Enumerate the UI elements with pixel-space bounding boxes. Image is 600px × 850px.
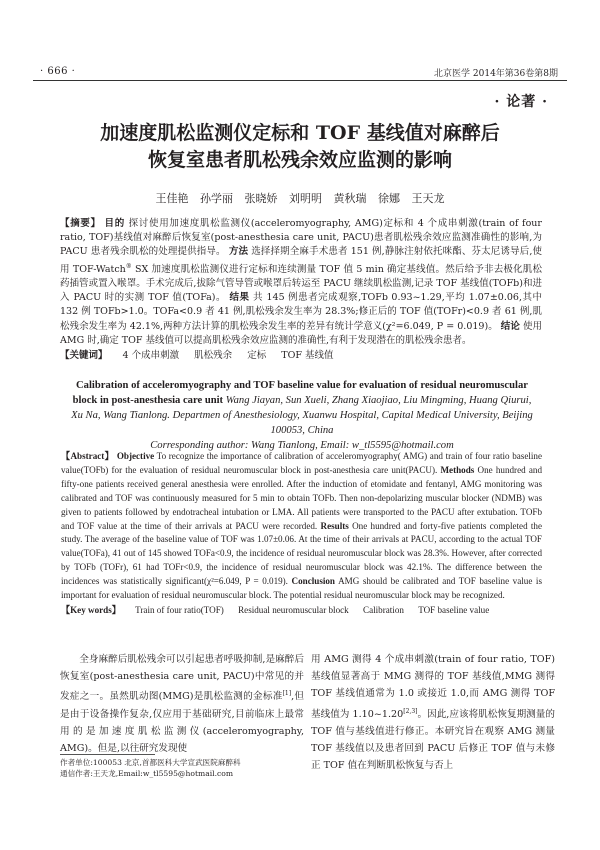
result-text: 共 145 例患者完成观察,TOFb 0.93~1.29,平均 1.07±0.06,其中 132 例 TOFb>1.0。TOFa<0.9 者 41 例,肌松残余发生率为 28.3%;修正后的 TOF 值(TOFr)<0.9 者 61 例,肌松残余发生率为 42.1%,两种方法计算的肌松残余发生率的差异有统计学意义(χ²=6.049, P = 0.019)。 xyxy=(60,292,542,332)
objective-label: 目的 xyxy=(104,218,125,229)
en-result-text: One hundred and forty-five patients completed the study. The average of the baseline value of TOF was 1.07±0.06. At the time of their arrivals at PACU, according to the actual TOF value(TOFa), 41 out of 145 showed TOFa<0.9, the incidence of residual neuromuscular block was 28.3%. However, after corrected by TOFb (TOFr), 61 had TOFr<0.9, the incidence of residual neuromuscular block was 42.1%. The difference between the incidences was statistically significant(χ²=6.049, P = 0.019). xyxy=(61,520,543,587)
footnote-author: 通信作者:王天龙,Email:w_tl5595@hotmail.com xyxy=(60,769,234,778)
en-conclusion-label: Conclusion xyxy=(291,576,335,587)
footnote-rule xyxy=(60,754,155,755)
registered-mark: ® xyxy=(125,262,132,270)
en-method-text: One hundred and fifty-one patients received general anesthesia were enrolled. After the induction of etomidate and fentanyl, AMG monitoring was calibrated and TOF was continuously measured for 5 min to obtain TOFb. Then non-depolarizing muscular blocker (NDMB) was given to patients followed by endotracheal intubation or LMA. All patients were transported to the PACU after extubation. TOFb and TOF value at the time of their arrivals at PACU were recorded. xyxy=(61,464,542,531)
section-label: · 论著 · xyxy=(494,94,548,110)
en-objective-label: Objective xyxy=(116,451,155,461)
chinese-abstract xyxy=(60,217,542,363)
en-keyword: TOF baseline value xyxy=(418,604,490,615)
english-affiliation: Departmen of Anesthesiology, Xuanwu Hospital, Capital Medical University, Beijing 100053, China xyxy=(172,410,533,436)
authors-cn: 王佳艳 孙学丽 张晓娇 刘明明 黄秋瑞 徐娜 王天龙 xyxy=(155,192,445,205)
citation-ref: [2,3] xyxy=(403,707,418,715)
body-text-left-b: ,但是由于设备操作复杂,仅应用于基础研究,目前临床上最常用的是加速度肌松监测仪(acceleromyography, AMG)。但是,以往研究发现使 xyxy=(60,691,304,755)
corresponding-author: Corresponding author: Wang Tianlong, Email: w_tl5595@hotmail.com xyxy=(150,440,454,451)
method-text-2: SX 加速度肌松监测仪进行定标和连续测量 TOF 值 5 min 确定基线值。然后给予非去极化肌松药插管或置入喉罩。手术完成后,拔除气管导管或喉罩后转运至 PACU 继续肌松监测,记录 TOF 基线值(TOFb)和进入 PACU 时的实测 TOF 值(TOFa)。 xyxy=(60,263,543,304)
body-text-right-a: 用 AMG 测得 4 个成串刺激(train of four ratio, TOF)基线值显著高于 MMG 测得的 TOF 基线值,MMG 测得 TOF 基线值通常为 1.0 或接近 1.0,而 AMG 测得 TOF 基线值为 1.10~1.20 xyxy=(311,654,555,720)
page-number: · 666 · xyxy=(40,66,76,77)
paper-title-line-2: 恢复室患者肌松残余效应监测的影响 xyxy=(147,149,452,171)
keywords-en xyxy=(61,604,542,618)
footnote-unit: 作者单位:100053 北京,首都医科大学宣武医院麻醉科 xyxy=(60,758,241,767)
conclusion-text: 使用 AMG 时,确定 TOF 基线值可以提高肌松残余效应监测的准确性,有利于发现潜在的肌松残余患者。 xyxy=(60,320,542,346)
english-abstract xyxy=(61,450,542,618)
header-rule xyxy=(33,80,567,81)
en-abstract-label: 【Abstract】 xyxy=(61,451,115,461)
body-text-left-a: 全身麻醉后肌松残余可以引起患者呼吸抑制,是麻醉后恢复室(post-anesthesia care unit, PACU)中常见的并发症之一。虽然肌动图(MMG)是肌松监测的金标准 xyxy=(60,654,304,703)
paper-title-line-1: 加速度肌松监测仪定标和 TOF 基线值对麻醉后 xyxy=(100,122,500,144)
keyword: 4 个成串刺激 xyxy=(122,349,180,361)
body-column-left xyxy=(60,651,304,757)
journal-citation: 北京医学 2014年第36卷第8期 xyxy=(434,69,558,79)
body-text-right-b: 。因此,应该将肌松恢复期测量的 TOF 值与基线值进行修正。本研究旨在观察 AMG 测量 TOF 基线值以及患者回到 PACU 后修正 TOF 值与未修正 TOF 值在判断肌松恢复与否上 xyxy=(311,708,555,772)
en-keyword: Train of four ratio(TOF) xyxy=(135,604,224,615)
conclusion-label: 结论 xyxy=(500,320,520,332)
keywords-label: 【关键词】 xyxy=(60,349,108,361)
method-text: 选择择期全麻手术患者 151 例,静脉注射依托咪酯、芬太尼诱导后,使用 TOF-Watch xyxy=(60,246,542,275)
en-keywords-label: 【Key words】 xyxy=(61,604,121,615)
body-column-right xyxy=(311,651,555,775)
keywords-cn xyxy=(60,349,542,363)
objective-text: 探讨使用加速度肌松监测仪(acceleromyography, AMG)定标和 4 个成串刺激(train of four ratio, TOF)基线值对麻醉后恢复室(post-anesthesia care unit, PACU)患者肌松残余效应监测准确性的影响,为 PACU 患者残余肌松的处理提供指导。 xyxy=(60,218,542,258)
en-result-label: Results xyxy=(320,520,349,531)
en-objective-text: To recognize the importance of calibration of acceleromyography( AMG) and train of four ratio baseline value(TOFb) for the evaluation of residual neuromuscular block in post-anesthesia care unit(PACU). xyxy=(61,451,543,475)
en-method-label: Methods xyxy=(440,464,475,475)
en-conclusion-text: AMG should be calibrated and TOF baseline value is important for evaluation of residual neuromuscular block. The potential residual neuromuscular block may be recognized. xyxy=(61,576,542,601)
english-header xyxy=(70,378,534,453)
english-authors: Wang Jiayan, Sun Xueli, Zhang Xiaojiao, Liu Mingming, Huang Qiurui, Xu Na, Wang Tianlong. xyxy=(71,395,532,421)
keyword: TOF 基线值 xyxy=(281,349,334,361)
keyword: 肌松残余 xyxy=(194,349,233,361)
abstract-label: 【摘要】 xyxy=(60,218,101,229)
english-title: Calibration of acceleromyography and TOF baseline value for evaluation of residual neuromuscular block in post-anesthesia care unit xyxy=(72,380,528,406)
method-label: 方法 xyxy=(228,246,249,258)
citation-ref: [1] xyxy=(282,690,292,698)
result-label: 结果 xyxy=(229,292,250,304)
keyword: 定标 xyxy=(247,349,267,361)
en-keyword: Residual neuromuscular block xyxy=(238,604,349,615)
en-keyword: Calibration xyxy=(363,604,404,615)
